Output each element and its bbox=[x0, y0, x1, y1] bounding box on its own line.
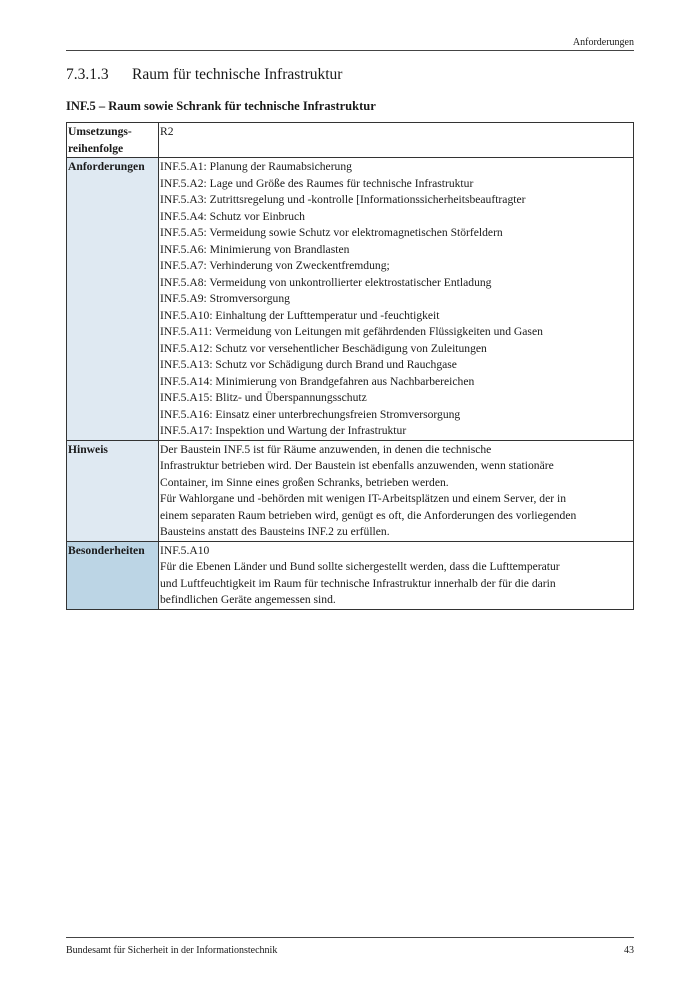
value-besonderheiten bbox=[159, 541, 634, 609]
requirement-item: INF.5.A7: Verhinderung von Zweckentfremdung; bbox=[160, 259, 390, 272]
section-number: 7.3.1.3 bbox=[66, 66, 109, 83]
label-anforderungen: Anforderungen bbox=[67, 158, 159, 441]
besonderheiten-line: und Luftfeuchtigkeit im Raum für technische Infrastruktur innerhalb der für die darin bbox=[160, 576, 556, 590]
requirement-item: INF.5.A12: Schutz vor versehentlicher Beschädigung von Zuleitungen bbox=[160, 341, 487, 355]
requirement-item: INF.5.A11: Vermeidung von Leitungen mit gefährdenden Flüssigkeiten und Gasen bbox=[160, 325, 543, 338]
label-hinweis: Hinweis bbox=[67, 440, 159, 541]
hinweis-line: Container, im Sinne eines großen Schranks, betrieben werden. bbox=[160, 475, 449, 489]
label-umsetzung bbox=[67, 123, 159, 158]
hinweis-line: Bausteins anstatt des Bausteins INF.2 zu erfüllen. bbox=[160, 525, 390, 538]
requirement-item: INF.5.A9: Stromversorgung bbox=[160, 292, 290, 305]
value-umsetzung bbox=[159, 123, 634, 158]
requirement-item: INF.5.A13: Schutz vor Schädigung durch Brand und Rauchgase bbox=[160, 358, 457, 371]
row-besonderheiten bbox=[67, 541, 634, 609]
requirement-item: INF.5.A17: Inspektion und Wartung der Infrastruktur bbox=[160, 424, 407, 437]
requirement-item: INF.5.A1: Planung der Raumabsicherung bbox=[160, 160, 352, 173]
requirement-item: INF.5.A6: Minimierung von Brandlasten bbox=[160, 242, 350, 256]
page-number: 43 bbox=[624, 945, 634, 956]
requirement-item: INF.5.A4: Schutz vor Einbruch bbox=[160, 209, 305, 223]
hinweis-line: Für Wahlorgane und -behörden mit wenigen IT-Arbeitsplätzen und einem Server, der in bbox=[160, 492, 566, 505]
besonderheiten-line: INF.5.A10 bbox=[160, 543, 210, 557]
table-title: INF.5 – Raum sowie Schrank für technische Infrastruktur bbox=[66, 99, 376, 113]
requirement-item: INF.5.A10: Einhaltung der Lufttemperatur und -feuchtigkeit bbox=[160, 308, 440, 322]
section-title: Raum für technische Infrastruktur bbox=[132, 66, 343, 83]
hinweis-line: einem separaten Raum betrieben wird, genügt es oft, die Anforderungen des vorliegenden bbox=[160, 508, 577, 522]
label-besonderheiten: Besonderheiten bbox=[67, 541, 159, 609]
row-anforderungen bbox=[67, 158, 634, 441]
requirement-item: INF.5.A2: Lage und Größe des Raumes für technische Infrastruktur bbox=[160, 176, 474, 190]
footer-publisher: Bundesamt für Sicherheit in der Informationstechnik bbox=[66, 945, 278, 956]
requirement-item: INF.5.A15: Blitz- und Überspannungsschutz bbox=[160, 391, 367, 404]
hinweis-line: Der Baustein INF.5 ist für Räume anzuwenden, in denen die technische bbox=[160, 442, 492, 456]
row-hinweis bbox=[67, 440, 634, 541]
label-umsetzung-line2: reihenfolge bbox=[68, 141, 124, 155]
header-divider bbox=[66, 50, 634, 51]
row-umsetzung bbox=[67, 123, 634, 158]
requirement-item: INF.5.A14: Minimierung von Brandgefahren aus Nachbarbereichen bbox=[160, 374, 475, 388]
umsetzung-value: R2 bbox=[160, 125, 174, 138]
requirement-item: INF.5.A8: Vermeidung von unkontrollierter elektrostatischer Entladung bbox=[160, 275, 492, 289]
besonderheiten-line: befindlichen Geräte angemessen sind. bbox=[160, 593, 336, 606]
label-umsetzung-line1: Umsetzungs- bbox=[68, 125, 132, 138]
requirement-item: INF.5.A16: Einsatz einer unterbrechungsfreien Stromversorgung bbox=[160, 407, 461, 421]
value-anforderungen bbox=[159, 158, 634, 441]
besonderheiten-line: Für die Ebenen Länder und Bund sollte sichergestellt werden, dass die Lufttemperatur bbox=[160, 560, 560, 573]
running-header: Anforderungen bbox=[572, 37, 634, 48]
hinweis-line: Infrastruktur betrieben wird. Der Baustein ist ebenfalls anzuwenden, wenn stationäre bbox=[160, 459, 554, 472]
value-hinweis bbox=[159, 440, 634, 541]
requirements-table bbox=[66, 122, 634, 610]
footer-divider bbox=[66, 937, 634, 938]
section-heading bbox=[66, 66, 342, 84]
requirement-item: INF.5.A3: Zutrittsregelung und -kontrolle [Informationssicherheitsbeauftragter bbox=[160, 193, 526, 206]
requirement-item: INF.5.A5: Vermeidung sowie Schutz vor elektromagnetischen Störfeldern bbox=[160, 226, 503, 239]
